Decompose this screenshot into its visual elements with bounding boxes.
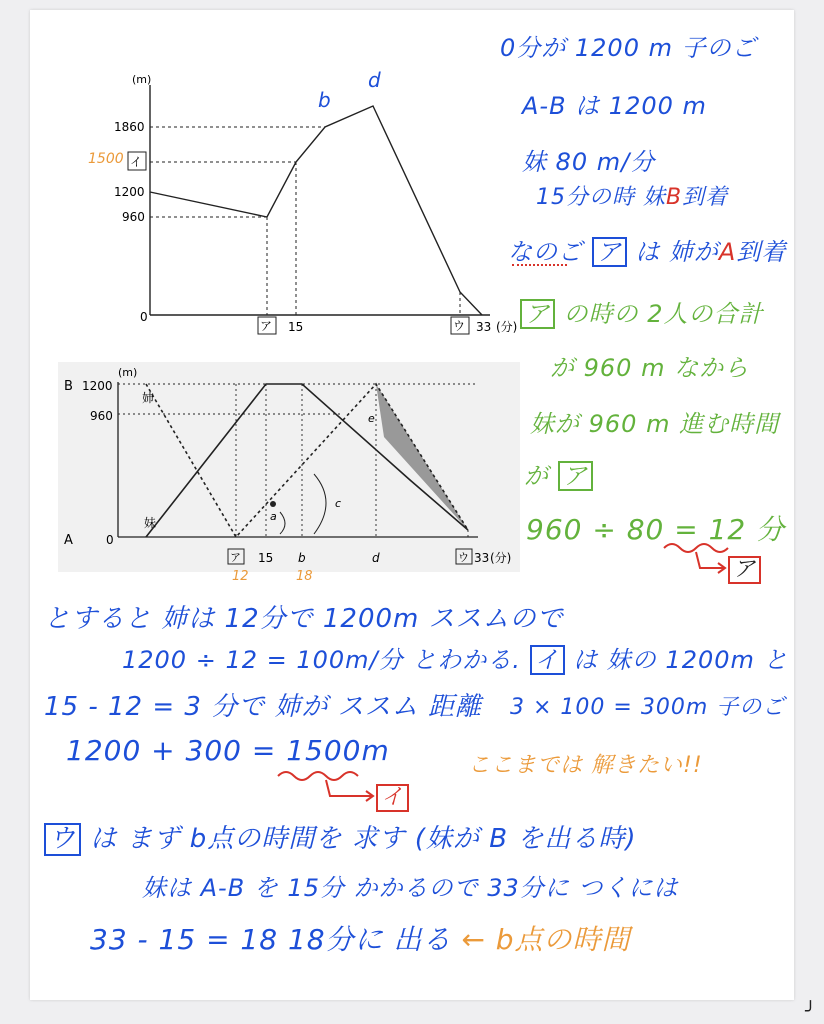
bottom-line-6: 妹は A-B を 15分 かかるので 33分に つくには: [142, 874, 679, 902]
graph2-tick-33: 33: [474, 551, 490, 565]
graph1-y-unit: (m): [132, 73, 152, 86]
bottom-line-5: ウ は まず b点の時間を 求す (妹が B を出る時): [44, 818, 637, 856]
graph1-tick-960: 960: [122, 210, 145, 224]
graph2-note-12: 12: [232, 569, 249, 584]
graph1-tick-33: 33: [476, 320, 492, 334]
graph1-tick-1860: 1860: [114, 120, 145, 134]
graph2-tick-u: ウ: [458, 551, 469, 564]
graph2-note-18: 18: [296, 569, 313, 584]
graph2-x-unit: (分): [490, 551, 512, 565]
graph2-label-a: a: [270, 510, 277, 523]
green-line-5: 960 ÷ 80 = 12 分: [526, 513, 786, 546]
note-line-2: A-B は 1200 m: [522, 92, 707, 120]
note-line-3: 妹 80 m/分: [522, 148, 656, 176]
graph2-tick-d: d: [372, 551, 380, 565]
graph2-label-e: e: [368, 412, 375, 425]
green-line-5-answer-box: ア: [728, 556, 761, 584]
graph1-tick-1200: 1200: [114, 185, 145, 199]
graph1-line: [150, 106, 482, 315]
bottom-line-2: 1200 ÷ 12 = 100m/分 とわかる. イ は 妹の 1200m と: [122, 646, 789, 674]
graph1-label-b: b: [318, 88, 331, 112]
graph2-label-ane: 姉: [142, 391, 155, 405]
graph2-label-c: c: [335, 497, 342, 510]
graph2-y-unit: (m): [118, 366, 138, 379]
note-line-5: なのご ア は 姉がA到着: [508, 238, 787, 266]
graph2-label-B: B: [64, 379, 73, 394]
note-line-1: 0分が 1200 m 子のご: [500, 34, 757, 62]
graph2-tick-zero: 0: [106, 533, 114, 547]
distance-graph-2: [58, 362, 528, 582]
corner-mark: ╯: [805, 1001, 816, 1022]
graph2-tick-960: 960: [90, 409, 113, 423]
graph1-note-1500: 1500: [88, 151, 124, 167]
bottom-line-3b: 3 × 100 = 300m 子のご: [510, 695, 786, 720]
distance-graph-1: [70, 55, 518, 395]
graph2-tick-b: b: [298, 551, 306, 565]
graph2-tick-15: 15: [258, 551, 274, 565]
graph1-tick-u: ウ: [453, 319, 466, 333]
graph1-tick-a: ア: [260, 319, 273, 333]
orange-note: ここまでは 解きたい!!: [468, 753, 703, 778]
green-line-3: 妹が 960 m 進む時間: [530, 410, 780, 438]
green-line-2: が 960 m なから: [550, 354, 750, 382]
bottom-line-1: とすると 姉は 12分で 1200m ススムので: [44, 604, 564, 634]
graph2-label-A: A: [64, 533, 73, 548]
bottom-line-4: 1200 + 300 = 1500m: [66, 734, 390, 767]
bottom-line-3: 15 - 12 = 3 分で 姉が ススム 距離: [44, 692, 482, 722]
graph2-tick-1200: 1200: [82, 379, 113, 393]
note-line-4: 15分の時 妹B到着: [536, 185, 729, 210]
bottom-line-7: 33 - 15 = 18 18分に 出る ← b点の時間: [90, 923, 631, 956]
graph2-tick-a: ア: [230, 551, 241, 564]
graph1-x-unit: (分): [496, 320, 518, 334]
bottom-line-4-answer-box: イ: [376, 784, 409, 812]
green-line-4: が ア: [524, 456, 593, 491]
graph1-label-d: d: [368, 68, 381, 92]
graph1-tick-zero: 0: [140, 310, 148, 324]
green-line-1: ア の時の 2人の合計: [520, 294, 764, 329]
graph2-label-imouto: 妹: [144, 516, 157, 530]
red-dotted-underline: [512, 264, 567, 266]
graph1-tick-box-i: イ: [130, 155, 143, 169]
graph1-tick-15: 15: [288, 320, 304, 334]
notebook-page: [30, 10, 794, 1000]
